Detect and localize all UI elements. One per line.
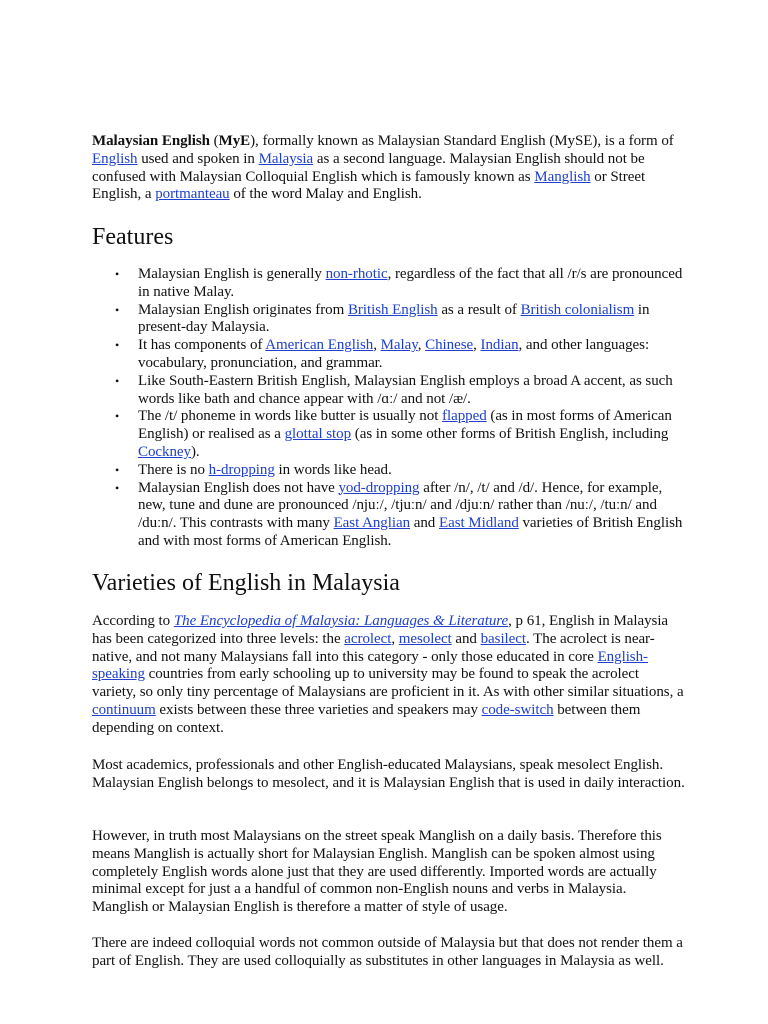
bullet-icon: • (115, 480, 120, 495)
list-item (92, 408, 686, 461)
list-item (92, 266, 686, 302)
link-manglish[interactable]: Manglish (534, 168, 591, 185)
item-text: , (417, 337, 426, 354)
item-text: , and other languages: vocabulary, pronunciation, and grammar. (138, 337, 650, 371)
bullet-icon: • (115, 462, 120, 477)
term-bold: Malaysian English (92, 133, 210, 149)
paragraph-text: and (451, 630, 481, 647)
paragraph-text: exists between these three varieties and speakers may (155, 701, 482, 718)
item-text: and (410, 515, 439, 532)
bullet-icon: • (115, 302, 120, 317)
abbr-bold: MyE (218, 133, 251, 149)
paragraph-text: According to (92, 613, 174, 629)
paragraph-text: , (391, 630, 399, 647)
intro-text: as a second language. Malaysian English should not be confused with Malaysian Colloquial English which is famously known as (92, 150, 645, 185)
item-text: (as in some other forms of British English, including (351, 426, 669, 443)
varieties-paragraph-2: Most academics, professionals and other English-educated Malaysians, speak mesolect English. Malaysian English belongs to mesolect, and it is Malaysian English that is used in daily interaction. (92, 757, 685, 791)
item-text: after /n/, /t/ and /d/. Hence, for example, new, tune and dune are pronounced /njuː/, /tjuːn/ and /djuːn/ rather than /nuː/, /tuːn/ and /duːn/. This contrasts with many (138, 479, 663, 532)
link-british-english[interactable]: British English (347, 301, 438, 318)
link-english-speaking[interactable]: English-speaking (92, 648, 648, 683)
link-non-rhotic[interactable]: non-rhotic (325, 266, 388, 282)
link-basilect[interactable]: basilect (480, 630, 527, 647)
item-text: in words like head. (274, 461, 392, 478)
paragraph-text: between them depending on context. (92, 701, 641, 736)
link-british-colonialism[interactable]: British colonialism (520, 301, 635, 318)
item-text: It has components of (138, 337, 266, 354)
intro-text: or Street English, a (92, 168, 646, 203)
link-cockney[interactable]: Cockney (138, 443, 191, 460)
link-east-anglian[interactable]: East Anglian (333, 515, 411, 532)
intro-text: of the word Malay and English. (229, 186, 422, 203)
item-text: varieties of British English and with most forms of American English. (138, 515, 683, 549)
link-acrolect[interactable]: acrolect (344, 630, 392, 647)
link-american-english[interactable]: American English (265, 337, 374, 354)
item-text: Malaysian English does not have (138, 479, 339, 496)
bullet-icon: • (115, 338, 120, 353)
paragraph-text: countries from early schooling up to university may be found to speak the acrolect variety, so only tiny percentage of Malaysians are proficient in it. As with other similar situations, a (92, 666, 684, 701)
item-text: Like South-Eastern British English, Malaysian English employs a broad A accent, as such words like bath and chance appear with /ɑː/ and not /æ/. (138, 372, 673, 407)
link-east-midland[interactable]: East Midland (438, 515, 519, 532)
paragraph-text: . The acrolect is near-native, and not many Malaysians fall into this category - only those educated in core (92, 630, 655, 665)
link-code-switch[interactable]: code-switch (481, 701, 554, 718)
intro-text: used and spoken in (137, 150, 259, 167)
paragraph-text: , p 61, English in Malaysia has been categorized into three levels: the (92, 613, 669, 647)
link-encyclopedia[interactable]: The Encyclopedia of Malaysia: Languages & Literature (173, 613, 509, 629)
link-continuum[interactable]: continuum (92, 701, 156, 718)
item-text: The /t/ phoneme in words like butter is usually not (138, 408, 443, 425)
bullet-icon: • (115, 267, 120, 281)
list-item (92, 302, 686, 338)
item-text: , regardless of the fact that all /r/s are pronounced in native Malay. (138, 266, 683, 300)
bullet-icon: • (115, 373, 120, 388)
item-text: , (473, 337, 481, 354)
varieties-paragraph-3: However, in truth most Malaysians on the street speak Manglish on a daily basis. Therefore this means Manglish is actually short for Malaysian English. Manglish can be spoken almost using completely English words alone just that they are used differently. Imported words are actually minimal except for just a a handful of common non-English nouns and verbs in Malaysia. Manglish or Malaysian English is therefore a matter of style of usage. (92, 828, 662, 916)
link-portmanteau[interactable]: portmanteau (155, 186, 230, 203)
item-text: in present-day Malaysia. (138, 301, 650, 336)
item-text: Malaysian English is generally (138, 266, 326, 282)
link-malay[interactable]: Malay (380, 337, 418, 354)
link-flapped[interactable]: flapped (442, 408, 487, 425)
list-item (92, 337, 686, 373)
link-glottal-stop[interactable]: glottal stop (284, 426, 352, 443)
bullet-icon: • (115, 409, 120, 424)
item-text: as a result of (437, 301, 521, 318)
item-text: ). (190, 443, 200, 460)
varieties-paragraph-4: There are indeed colloquial words not common outside of Malaysia but that does not render them a part of English. They are used colloquially as substitutes in other languages in Malaysia as well. (92, 935, 683, 969)
link-english[interactable]: English (92, 150, 138, 167)
list-item (92, 480, 686, 551)
link-malaysia[interactable]: Malaysia (258, 150, 314, 167)
intro-paragraph (92, 133, 686, 204)
intro-text: ( (209, 133, 219, 149)
link-h-dropping[interactable]: h-dropping (208, 461, 275, 478)
list-item (92, 373, 686, 409)
link-mesolect[interactable]: mesolect (398, 630, 452, 647)
item-text: (as in most forms of American English) or realised as a (138, 408, 672, 443)
intro-text: ), formally known as Malaysian Standard English (MySE), is a form of (250, 133, 674, 149)
link-yod-dropping[interactable]: yod-dropping (338, 479, 420, 496)
item-text: , (373, 337, 381, 354)
item-text: Malaysian English originates from (138, 301, 348, 318)
link-chinese[interactable]: Chinese (425, 337, 474, 354)
link-indian[interactable]: Indian (480, 337, 519, 354)
list-item (92, 462, 686, 480)
varieties-paragraph-1 (92, 613, 686, 738)
varieties-heading: Varieties of English in Malaysia (92, 570, 400, 596)
features-list (92, 266, 686, 551)
item-text: There is no (138, 461, 209, 478)
features-heading: Features (92, 224, 174, 250)
